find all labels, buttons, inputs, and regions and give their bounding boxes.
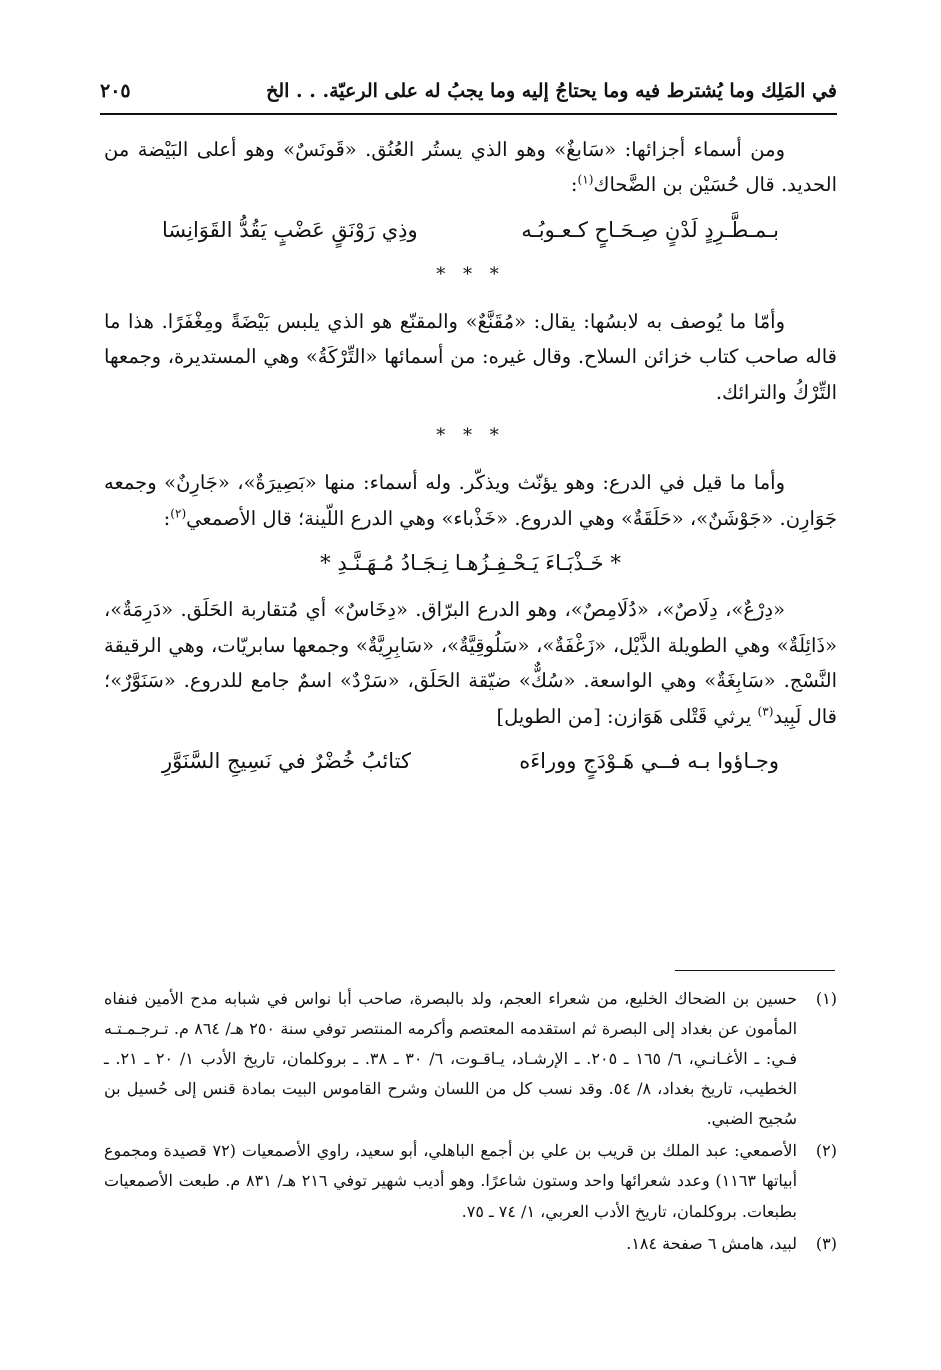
section-separator-2: * * * xyxy=(436,425,505,447)
footnote-text: الأصمعي: عبد الملك بن قريب بن علي بن أجمع الباهلي، أبو سعيد، راوي الأصمعيات (٧٢ قصيدة ومجموع أبياتها ١١٦٣) وعدد شعرائها واحد وستون شاعرًا. وهو أديب شهير توفي ٢١٦ هـ/ ٨٣١ م. طبعت الأصمعيات بطبعات. بروكلمان، تاريخ الأدب العربي، ١/ ٧٤ ـ ٧٥. xyxy=(104,1141,798,1221)
paragraph-1-text: ومن أسماء أجزائها: «سَابغٌ» وهو الذي يستُر العُنُق. «قَونَسٌ» وهو أعلى البَيْضة من الحديد. قال حُسَيْن بن الضَّحاك xyxy=(104,138,837,197)
footnote-ref-2[interactable]: (٢) xyxy=(170,506,187,521)
footnotes xyxy=(104,984,837,1261)
page-number: ٢٠٥ xyxy=(100,80,131,102)
verse-1 xyxy=(104,211,837,249)
footnote-3 xyxy=(104,1229,837,1259)
paragraph-4-text: «دِرْعٌ»، دِلَاصٌ»، «دُلَامِصٌ»، وهو الدرع البرّاق. «دِخَاسٌ» أي مُتقاربة الحَلَق. «دَرِمَةٌ»، «ذَائِلَةٌ» وهي الطويلة الذَّيْل، «زَغْفَةٌ»، «سَلُوقِيَّةٌ»، «سَابِرِيَّةٌ» وجمعها سابريّات، وهي الرقيقة النَّسْج. «سَابِغَةٌ» وهي الواسعة. «سُكٌّ» ضيّقة الحَلَق، «سَرْدٌ» اسمٌ جامع للدروع. «سَنَوَّرٌ»؛ قال لَبِيد xyxy=(104,598,837,728)
paragraph-1-end: : xyxy=(570,173,578,197)
running-header xyxy=(100,76,837,112)
paragraph-3 xyxy=(104,465,837,536)
running-title: في المَلِك وما يُشترط فيه وما يحتاجُ إليه وما يجبُ له على الرعيّة. . . الخ xyxy=(266,80,837,102)
footnote-ref-1[interactable]: (١) xyxy=(577,172,594,187)
paragraph-1 xyxy=(104,132,837,203)
main-text xyxy=(104,132,837,790)
paragraph-3-text: وأما ما قيل في الدرع: وهو يؤنّث ويذكّر. وله أسماء: منها «بَصِيرَةٌ»، «جَارِنٌ» وجمعه جَوَارِن. «جَوْشَنٌ»، «حَلَقَةٌ» وهي الدروع. «خَذْباء» وهي الدرع اللّينة؛ قال الأصمعي xyxy=(104,471,837,530)
footnote-2 xyxy=(104,1136,837,1226)
footnote-rule xyxy=(675,970,835,971)
footnote-number: (١) xyxy=(815,989,837,1008)
header-rule xyxy=(100,113,837,115)
paragraph-4-end: يرثي قَتْلى هَوَازن: [من الطويل] xyxy=(496,704,758,728)
footnote-ref-3[interactable]: (٣) xyxy=(757,704,774,719)
paragraph-2: وأمّا ما يُوصف به لابسُها: يقال: «مُقَنَّعٌ» والمقنّع هو الذي يلبس بَيْضَةً ومِغْفَرًا. هذا ما قاله صاحب كتاب خزائن السلاح. وقال غيره: من أسمائها «التِّرْكَةُ» وهي المستديرة، وجمعها التِّرْكُ والترائك. xyxy=(104,309,837,404)
footnote-text: لبيد، هامش ٦ صفحة ١٨٤. xyxy=(626,1233,797,1253)
paragraph-3-end: : xyxy=(163,506,171,530)
verse-3-first-hemistich: وجـاؤوا بـه فــي هَـوْدَجٍ ووراءَه xyxy=(519,749,779,774)
section-separator-1: * * * xyxy=(436,264,505,286)
verse-1-first-hemistich: بـمـطَّـرِدٍ لَدْنٍ صِـحَـاحٍ كـعـوبُـه xyxy=(521,217,779,242)
verse-1-second-hemistich: وذِي رَوْنَقٍ عَضْبٍ يَقُدُّ القَوَانِسَا xyxy=(162,217,418,242)
footnote-number: (٢) xyxy=(815,1141,837,1161)
paragraph-4 xyxy=(104,592,837,734)
footnote-text: حسين بن الضحاك الخليع، من شعراء العجم، ولد بالبصرة، صاحب أبا نواس في شبابه مدح الأمين فنفاه المأمون عن بغداد إلى البصرة ثم استقدمه المعتصم وأكرمه المنتصر توفي سنة ٢٥٠ هـ/ ٨٦٤ م. تـرجـمـتـه فـي: ـ الأغـانـي، ٦/ ١٦٥ ـ ٢٠٥. ـ الإرشـاد، يـاقـوت، ٦/ ٣٠ ـ ٣٨. ـ بروكلمان، تاريخ الأدب ١/ ٢٠ ـ ٢١. ـ الخطيب، تاريخ بغداد، ٨/ ٥٤. وقد نسب كل من اللسان وشرح القاموس البيت بمادة قنس إلى حُسيل بن سُجيح الضبي. xyxy=(104,989,798,1129)
verse-2: * خَـذْبَـاءَ يَـحْـفِـزُهـا نِـجَـادُ مُـهَـنَّـدِ * xyxy=(320,551,621,576)
verse-3-second-hemistich: كتائبُ خُضْرٌ في نَسِيجِ السَّنَوَّرِ xyxy=(162,749,411,774)
footnote-number: (٣) xyxy=(815,1233,837,1253)
verse-3 xyxy=(104,742,837,780)
footnote-1 xyxy=(104,984,837,1134)
